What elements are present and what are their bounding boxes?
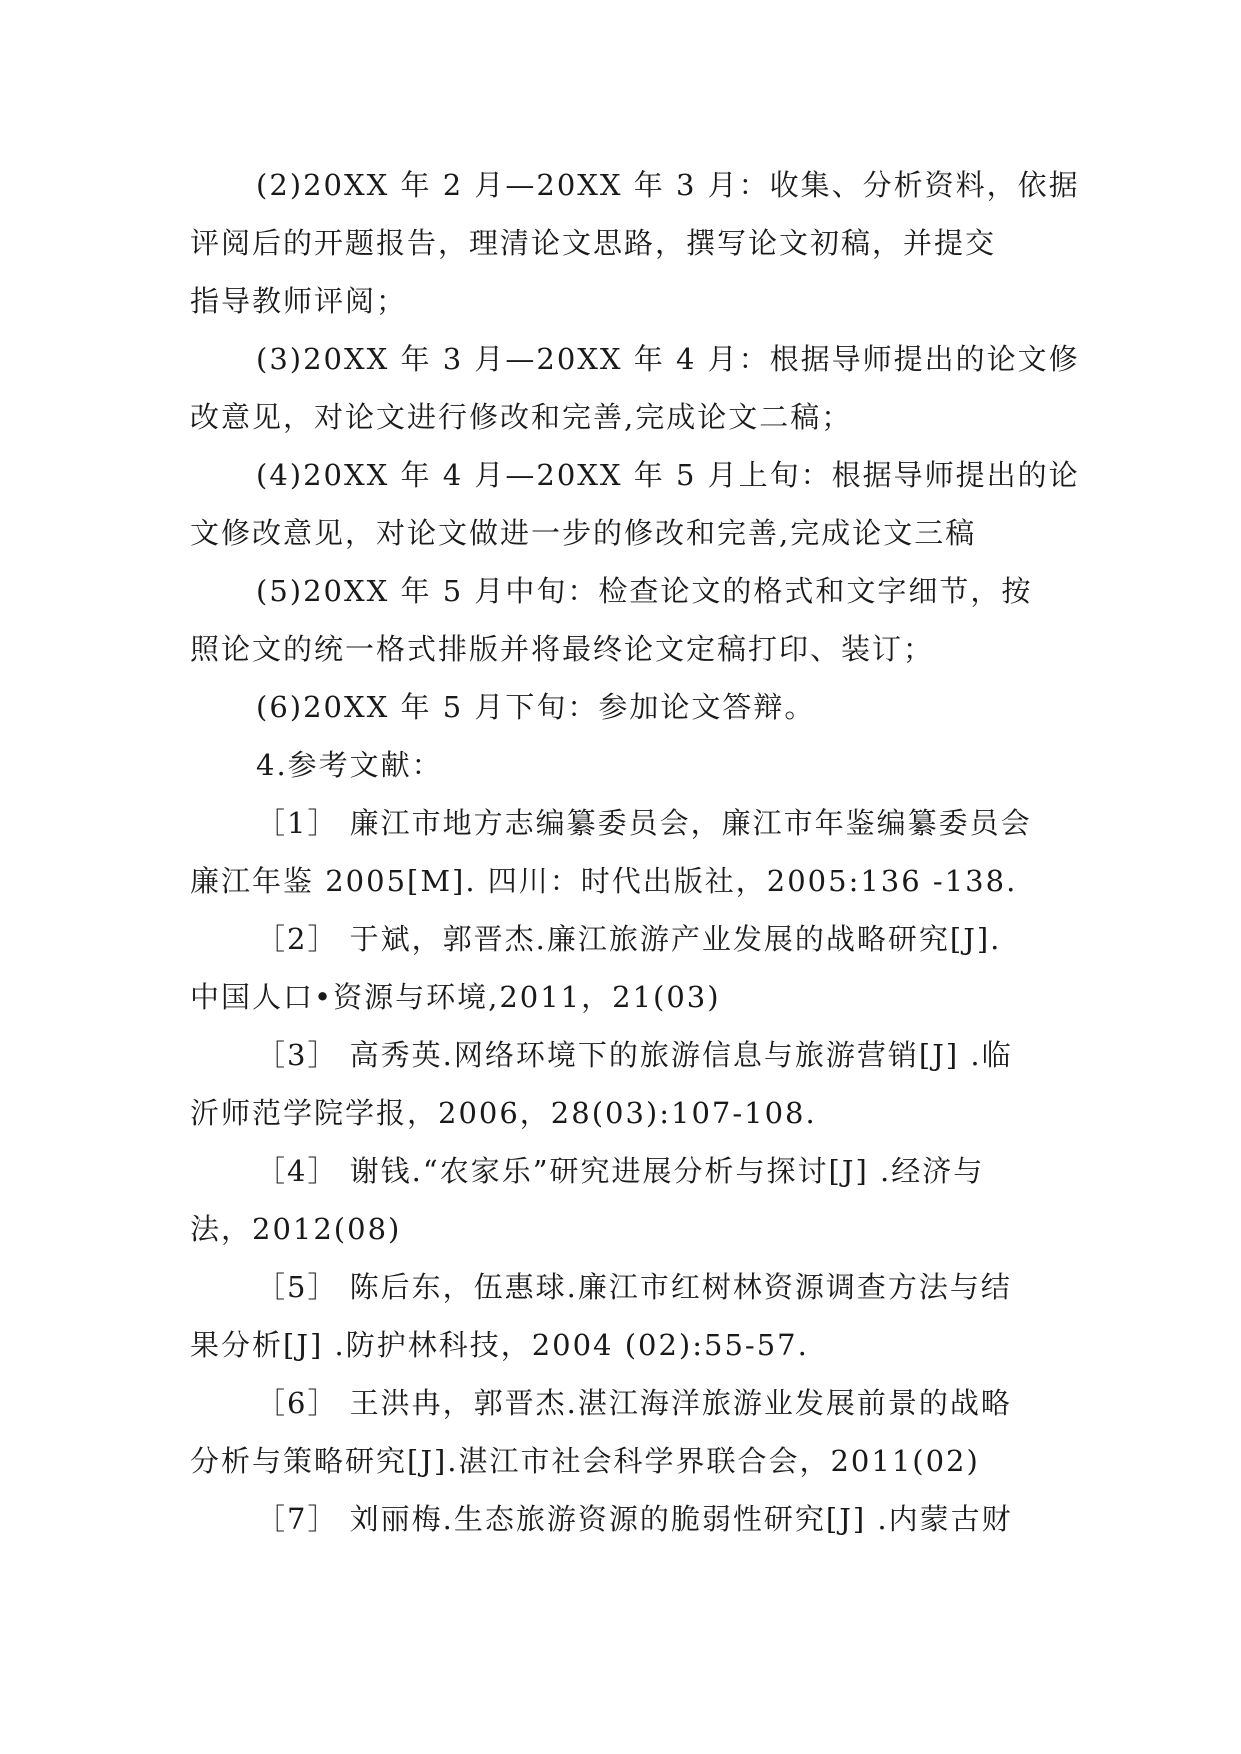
text-line: 分析与策略研究[J].湛江市社会科学界联合会，2011(02) bbox=[190, 1444, 980, 1478]
document-body bbox=[190, 156, 1080, 1548]
text-line: ［6］ 王洪冉，郭晋杰.湛江海洋旅游业发展前景的战略 bbox=[256, 1386, 1012, 1420]
text-line: (6)20XX 年 5 月下旬：参加论文答辩。 bbox=[256, 690, 816, 724]
text-line: 改意见，对论文进行修改和完善,完成论文二稿； bbox=[190, 400, 853, 434]
text-line: 指导教师评阅； bbox=[190, 284, 408, 318]
text-line: 评阅后的开题报告，理清论文思路，撰写论文初稿，并提交 bbox=[190, 226, 997, 260]
text-line: ［5］ 陈后东，伍惠球.廉江市红树林资源调查方法与结 bbox=[256, 1270, 1012, 1304]
text-line: (3)20XX 年 3 月—20XX 年 4 月：根据导师提出的论文修 bbox=[256, 342, 1080, 376]
text-line: 廉江年鉴 2005[M]. 四川：时代出版社，2005:136 -138. bbox=[190, 864, 1018, 898]
text-line: 沂师范学院学报，2006，28(03):107-108. bbox=[190, 1096, 817, 1130]
text-line: (5)20XX 年 5 月中旬：检查论文的格式和文字细节，按 bbox=[256, 574, 1033, 608]
text-line: (4)20XX 年 4 月—20XX 年 5 月上旬：根据导师提出的论 bbox=[256, 458, 1080, 492]
text-line: (2)20XX 年 2 月—20XX 年 3 月：收集、分析资料，依据 bbox=[256, 168, 1080, 202]
text-line: 文修改意见，对论文做进一步的修改和完善,完成论文三稿 bbox=[190, 516, 977, 550]
text-line: ［1］ 廉江市地方志编纂委员会，廉江市年鉴编纂委员会 bbox=[256, 806, 1032, 840]
text-line: 果分析[J] .防护林科技，2004 (02):55-57. bbox=[190, 1328, 809, 1362]
text-line: 中国人口•资源与环境,2011，21(03) bbox=[190, 980, 721, 1014]
text-line: ［7］ 刘丽梅.生态旅游资源的脆弱性研究[J] .内蒙古财 bbox=[256, 1502, 1013, 1536]
text-line: ［2］ 于斌，郭晋杰.廉江旅游产业发展的战略研究[J]. bbox=[256, 922, 1002, 956]
text-line: ［4］ 谢钱.“农家乐”研究进展分析与探讨[J] .经济与 bbox=[256, 1154, 985, 1188]
text-line: 法，2012(08) bbox=[190, 1212, 402, 1246]
text-line: ［3］ 高秀英.网络环境下的旅游信息与旅游营销[J] .临 bbox=[256, 1038, 1013, 1072]
text-line: 照论文的统一格式排版并将最终论文定稿打印、装订； bbox=[190, 632, 935, 666]
text-line: 4.参考文献： bbox=[256, 748, 443, 782]
